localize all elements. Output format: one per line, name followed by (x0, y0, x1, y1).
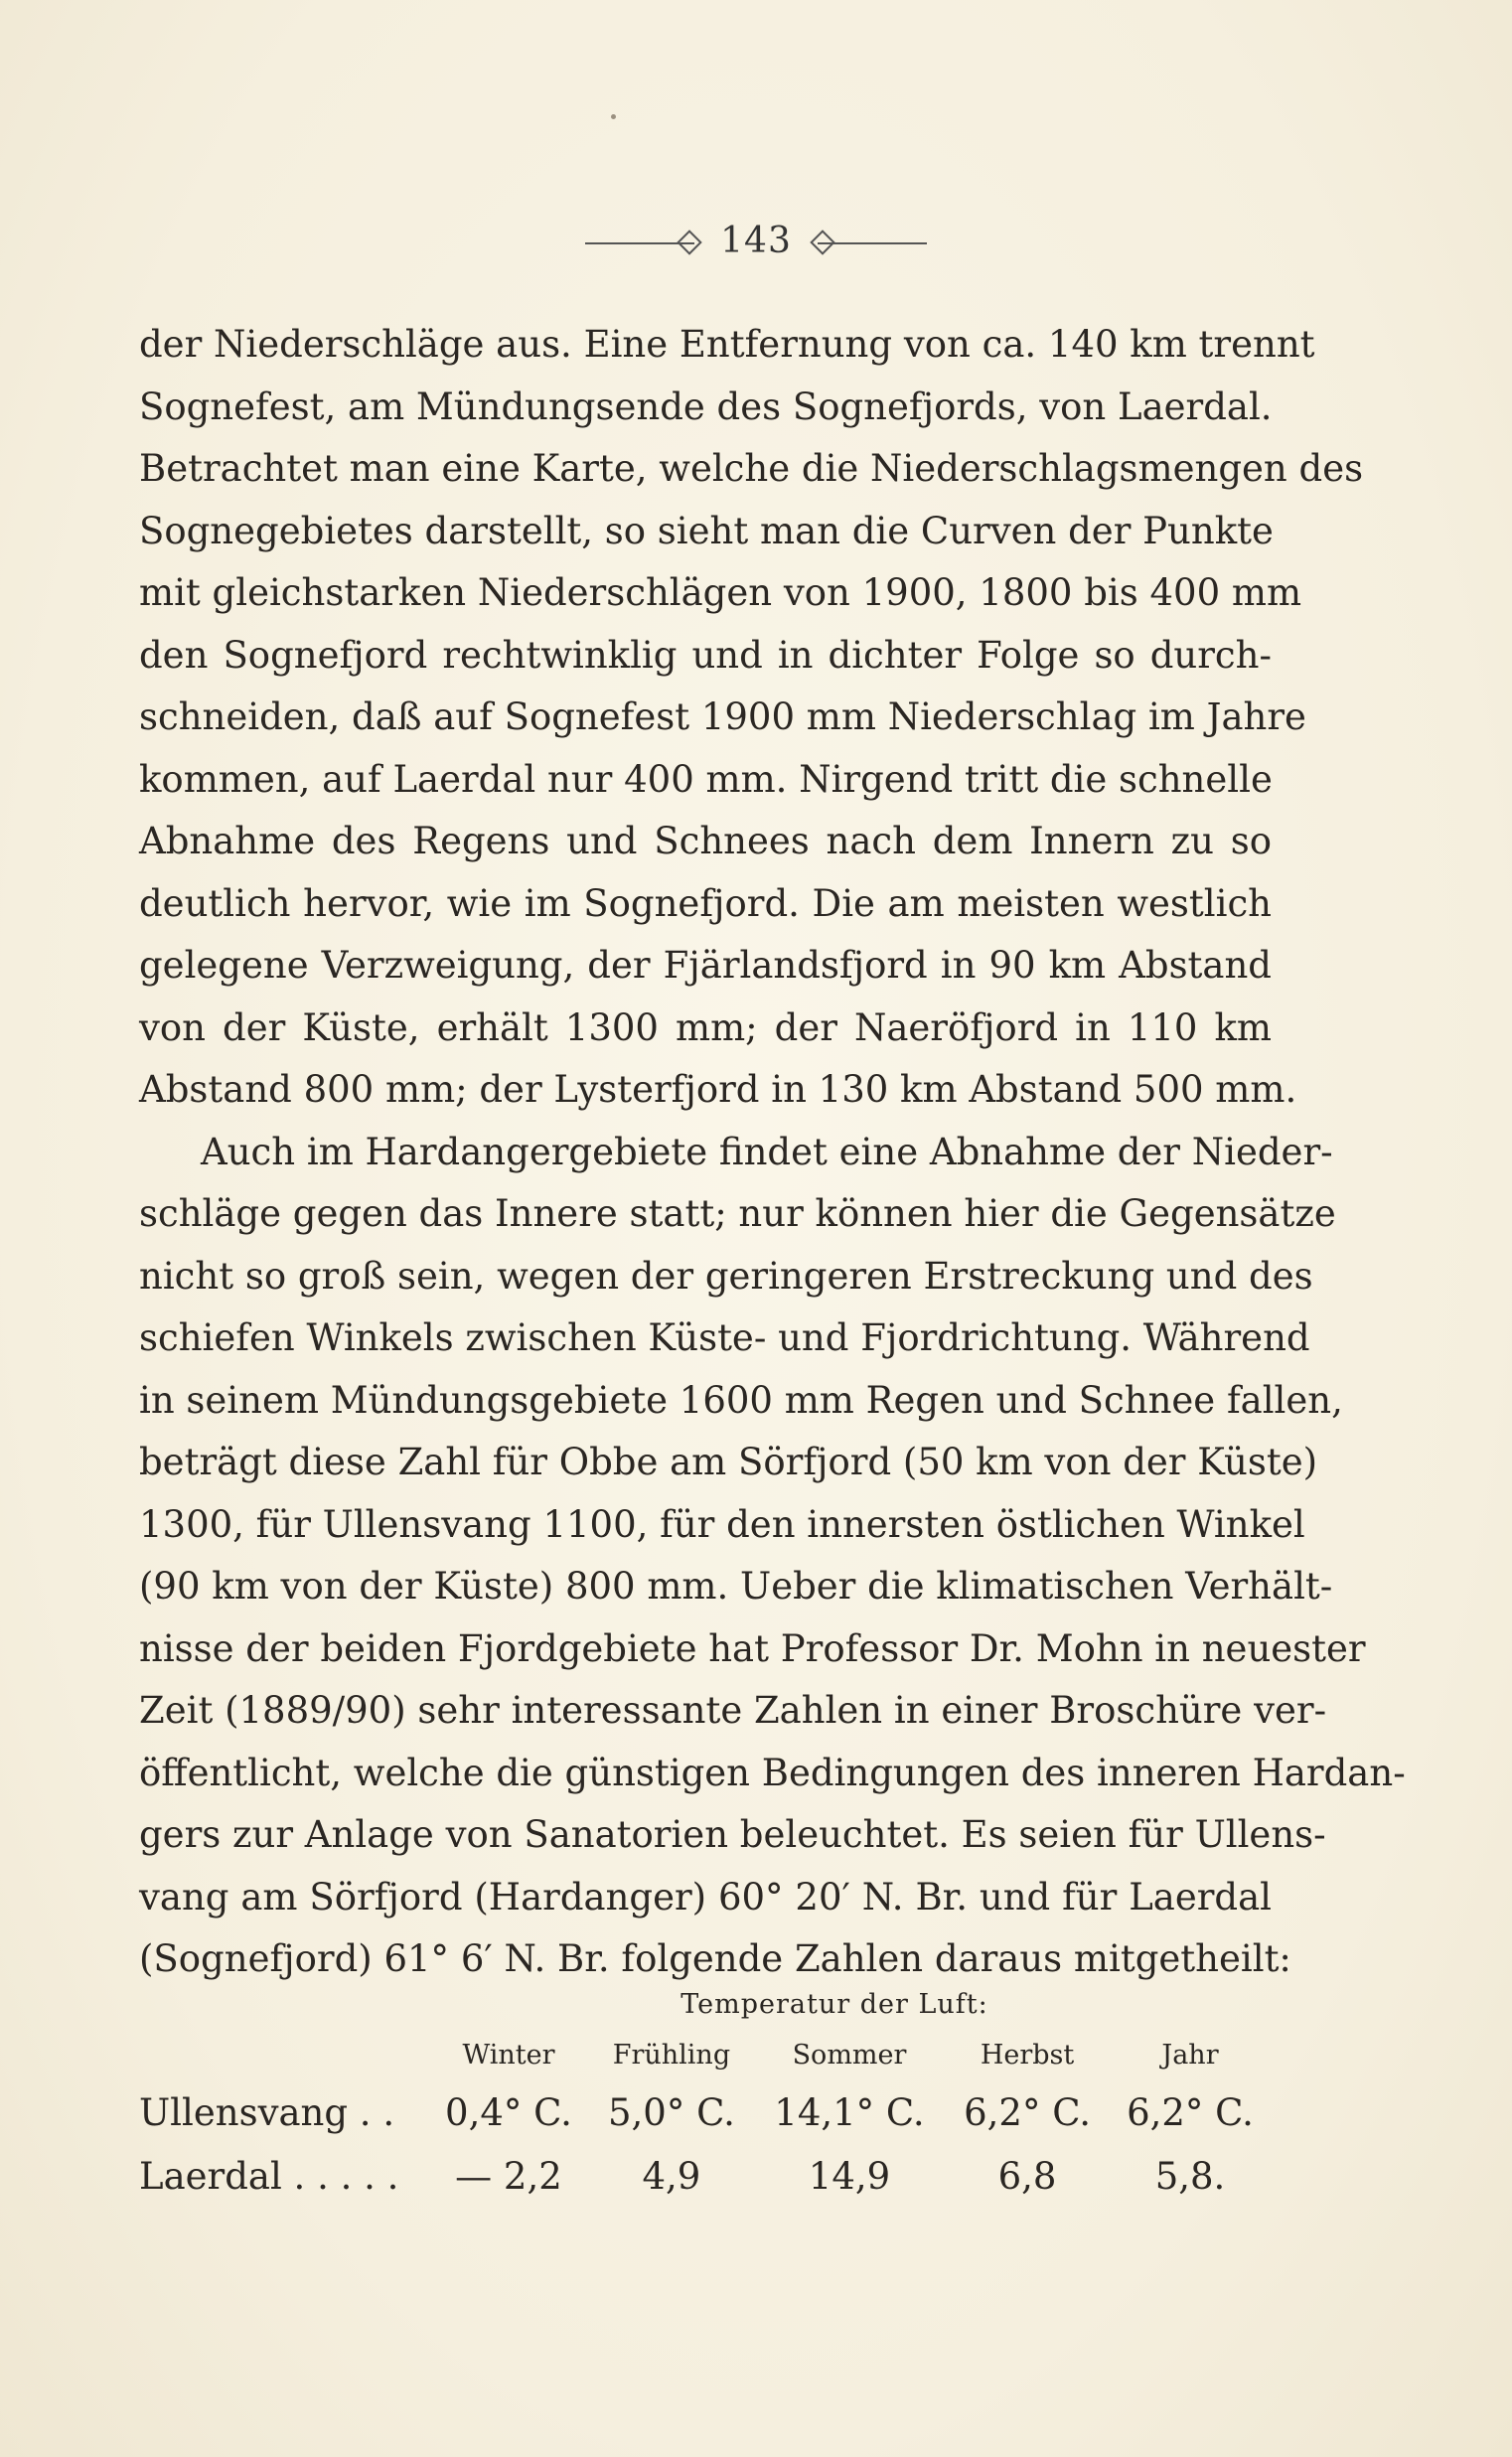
table-cell: 5,8. (1154, 2154, 1226, 2198)
row-label: Ullensvang . . (139, 2090, 395, 2134)
table-cell: 5,0° C. (608, 2090, 735, 2134)
text-line: kommen, auf Laerdal nur 400 mm. Nirgend tritt die schnelle (139, 757, 1273, 801)
table-cell: — 2,2 (455, 2154, 562, 2198)
temperature-table-block (139, 1989, 1272, 2208)
header-spring: Frühling (612, 2040, 731, 2071)
text-line: in seinem Mündungsgebiete 1600 mm Regen und Schnee fallen, (139, 1378, 1343, 1422)
text-line: Auch im Hardangergebiete findet eine Abnahme der Nieder- (201, 1130, 1333, 1173)
table-row (139, 2144, 1272, 2208)
text-line: Sognefest, am Mündungsende des Sognefjords, von Laerdal. (139, 384, 1273, 428)
page-header (0, 221, 1512, 261)
page-number: 143 (720, 221, 792, 261)
table-cell: 6,2° C. (964, 2090, 1091, 2134)
header-summer: Sommer (792, 2040, 907, 2071)
header-year: Jahr (1161, 2040, 1219, 2071)
text-line: gers zur Anlage von Sanatorien beleuchtet. Es seien für Ullens- (139, 1813, 1326, 1856)
text-line: der Niederschläge aus. Eine Entfernung von ca. 140 km trennt (139, 323, 1315, 366)
text-line: 1300, für Ullensvang 1100, für den innersten östlichen Winkel (139, 1502, 1305, 1546)
table-cell: 14,9 (808, 2154, 891, 2198)
header-autumn: Herbst (980, 2040, 1075, 2071)
table-cell: 0,4° C. (445, 2090, 572, 2134)
text-line: von der Küste, erhält 1300 mm; der Naeröfjord in 110 km (139, 1005, 1272, 1049)
table-cell: 14,1° C. (774, 2090, 925, 2134)
text-line: Abstand 800 mm; der Lysterfjord in 130 km Abstand 500 mm. (139, 1068, 1297, 1111)
text-line: schneiden, daß auf Sognefest 1900 mm Niederschlag im Jahre (139, 695, 1306, 738)
table-title: Temperatur der Luft: (680, 1989, 988, 2020)
text-line: nicht so groß sein, wegen der geringeren Erstreckung und des (139, 1254, 1313, 1298)
text-line: (90 km von der Küste) 800 mm. Ueber die klimatischen Verhält- (139, 1565, 1333, 1608)
text-line: Betrachtet man eine Karte, welche die Niederschlagsmengen des (139, 447, 1364, 490)
text-line: (Sognefjord) 61° 6′ N. Br. folgende Zahlen daraus mitgetheilt: (139, 1937, 1291, 1980)
header-winter: Winter (462, 2040, 555, 2071)
row-label: Laerdal . . . . . (139, 2154, 399, 2198)
text-line: mit gleichstarken Niederschlägen von 1900, 1800 bis 400 mm (139, 571, 1302, 614)
speck-mark (611, 114, 616, 119)
text-line: deutlich hervor, wie im Sognefjord. Die am meisten westlich (139, 881, 1272, 925)
ornament-right-icon (818, 242, 927, 244)
text-line: beträgt diese Zahl für Obbe am Sörfjord (50 km von der Küste) (139, 1441, 1318, 1483)
text-line: vang am Sörfjord (Hardanger) 60° 20′ N. Br. und für Laerdal (139, 1875, 1272, 1919)
text-line: nisse der beiden Fjordgebiete hat Professor Dr. Mohn in neuester (139, 1626, 1366, 1670)
temperature-table (139, 2034, 1272, 2208)
table-cell: 4,9 (642, 2154, 701, 2198)
text-line: schläge gegen das Innere statt; nur können hier die Gegensätze (139, 1192, 1336, 1235)
table-row (139, 2080, 1272, 2144)
text-line: gelegene Verzweigung, der Fjärlandsfjord in 90 km Abstand (139, 944, 1272, 987)
table-cell: 6,2° C. (1127, 2090, 1254, 2134)
table-header-row (139, 2034, 1272, 2080)
text-line: Abnahme des Regens und Schnees nach dem Innern zu so (139, 820, 1272, 862)
body-text (139, 314, 1406, 1991)
header-blank (139, 2034, 427, 2080)
text-line: Zeit (1889/90) sehr interessante Zahlen in einer Broschüre ver- (139, 1689, 1327, 1732)
ornament-left-icon (585, 242, 694, 244)
table-cell: 6,8 (997, 2154, 1057, 2198)
text-line: öffentlicht, welche die günstigen Bedingungen des inneren Hardan- (139, 1751, 1406, 1794)
text-line: den Sognefjord rechtwinklig und in dichter Folge so durch- (139, 633, 1272, 677)
text-line: schiefen Winkels zwischen Küste- und Fjordrichtung. Während (139, 1316, 1310, 1359)
text-line: Sognegebietes darstellt, so sieht man die Curven der Punkte (139, 509, 1274, 552)
